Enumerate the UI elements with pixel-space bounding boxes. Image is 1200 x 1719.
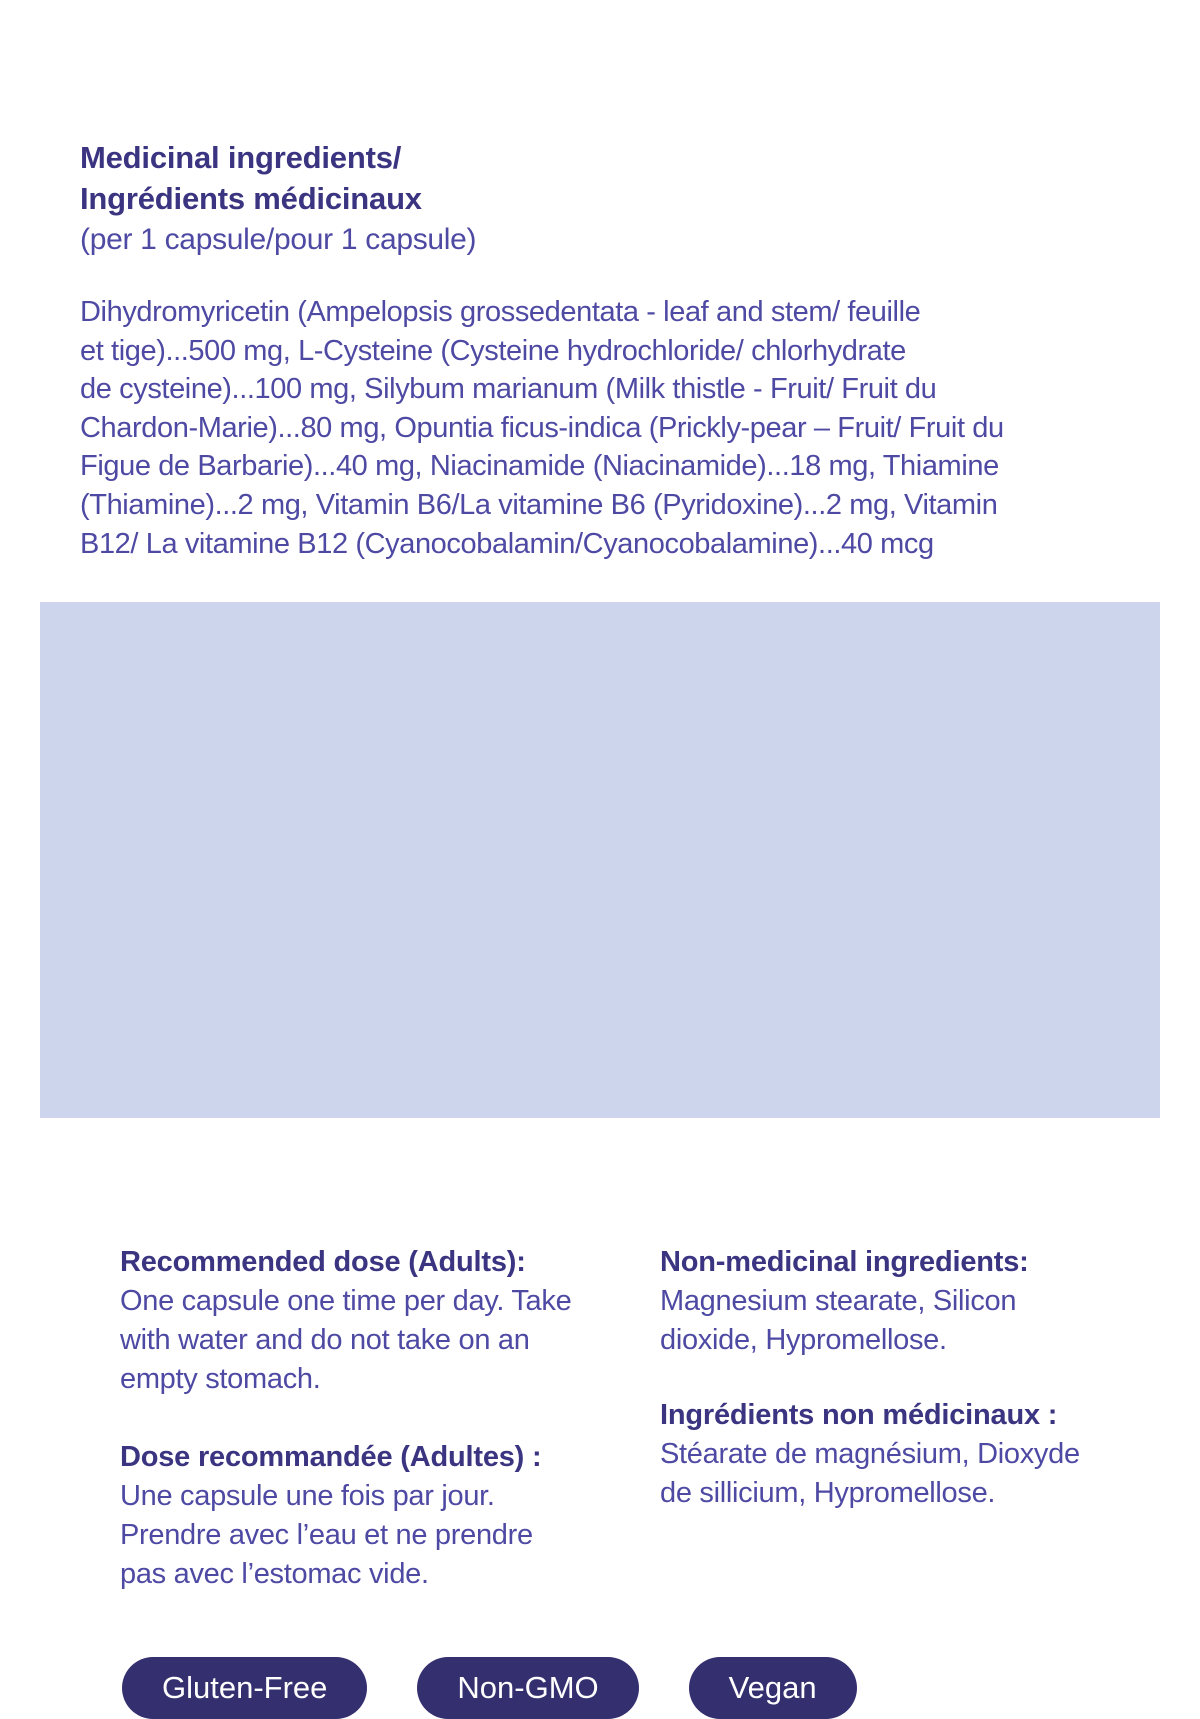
text-line: Magnesium stearate, Silicon — [660, 1285, 1017, 1317]
text-line: Chardon-Marie)...80 mg, Opuntia ficus-indica (Prickly-pear – Fruit/ Fruit du — [80, 411, 1004, 444]
recommended-dose-fr-text — [120, 1477, 541, 1594]
text-line: de sillicium, Hypromellose. — [660, 1477, 996, 1509]
text-line: Figue de Barbarie)...40 mg, Niacinamide (Niacinamide)...18 mg, Thiamine — [80, 450, 999, 483]
recommended-dose-fr-block — [120, 1438, 541, 1594]
medicinal-ingredients-paragraph — [80, 293, 1160, 563]
text-line: B12/ La vitamine B12 (Cyanocobalamin/Cyanocobalamine)...40 mcg — [80, 527, 934, 560]
text-line: pas avec l’estomac vide. — [120, 1558, 429, 1590]
header-title-en: Medicinal ingredients/ — [80, 140, 402, 175]
text-line: One capsule one time per day. Take — [120, 1285, 572, 1317]
non-medicinal-fr-block — [660, 1396, 1080, 1513]
recommended-dose-en-heading: Recommended dose (Adults): — [120, 1246, 526, 1278]
badge-non-gmo: Non-GMO — [417, 1657, 638, 1719]
text-line: de cysteine)...100 mg, Silybum marianum (Milk thistle - Fruit/ Fruit du — [80, 373, 937, 406]
text-line: with water and do not take on an — [120, 1324, 530, 1356]
badge-vegan: Vegan — [689, 1657, 857, 1719]
non-medicinal-en-heading: Non-medicinal ingredients: — [660, 1246, 1029, 1278]
recommended-dose-en-text — [120, 1282, 571, 1399]
text-line: empty stomach. — [120, 1363, 321, 1395]
dosage-info-panel — [40, 602, 1160, 1705]
header-subtitle: (per 1 capsule/pour 1 capsule) — [80, 223, 477, 256]
non-medicinal-en-text — [660, 1282, 1029, 1360]
text-line: Une capsule une fois par jour. — [120, 1480, 495, 1512]
text-line: (Thiamine)...2 mg, Vitamin B6/La vitamine B6 (Pyridoxine)...2 mg, Vitamin — [80, 488, 998, 521]
badge-row — [122, 1657, 857, 1719]
badge-gluten-free: Gluten-Free — [122, 1657, 367, 1719]
recommended-dose-fr-heading: Dose recommandée (Adultes) : — [120, 1441, 542, 1473]
recommended-dose-en-block — [120, 1243, 571, 1399]
text-line: et tige)...500 mg, L-Cysteine (Cysteine hydrochloride/ chlorhydrate — [80, 334, 906, 367]
non-medicinal-fr-text — [660, 1435, 1080, 1513]
medicinal-ingredients-header — [80, 137, 476, 260]
text-line: Prendre avec l’eau et ne prendre — [120, 1519, 533, 1551]
text-line: dioxide, Hypromellose. — [660, 1324, 947, 1356]
non-medicinal-en-block — [660, 1243, 1029, 1360]
non-medicinal-fr-heading: Ingrédients non médicinaux : — [660, 1399, 1058, 1431]
text-line: Stéarate de magnésium, Dioxyde — [660, 1438, 1080, 1470]
text-line: Dihydromyricetin (Ampelopsis grossedentata - leaf and stem/ feuille — [80, 296, 921, 328]
header-title-fr: Ingrédients médicinaux — [80, 181, 422, 216]
